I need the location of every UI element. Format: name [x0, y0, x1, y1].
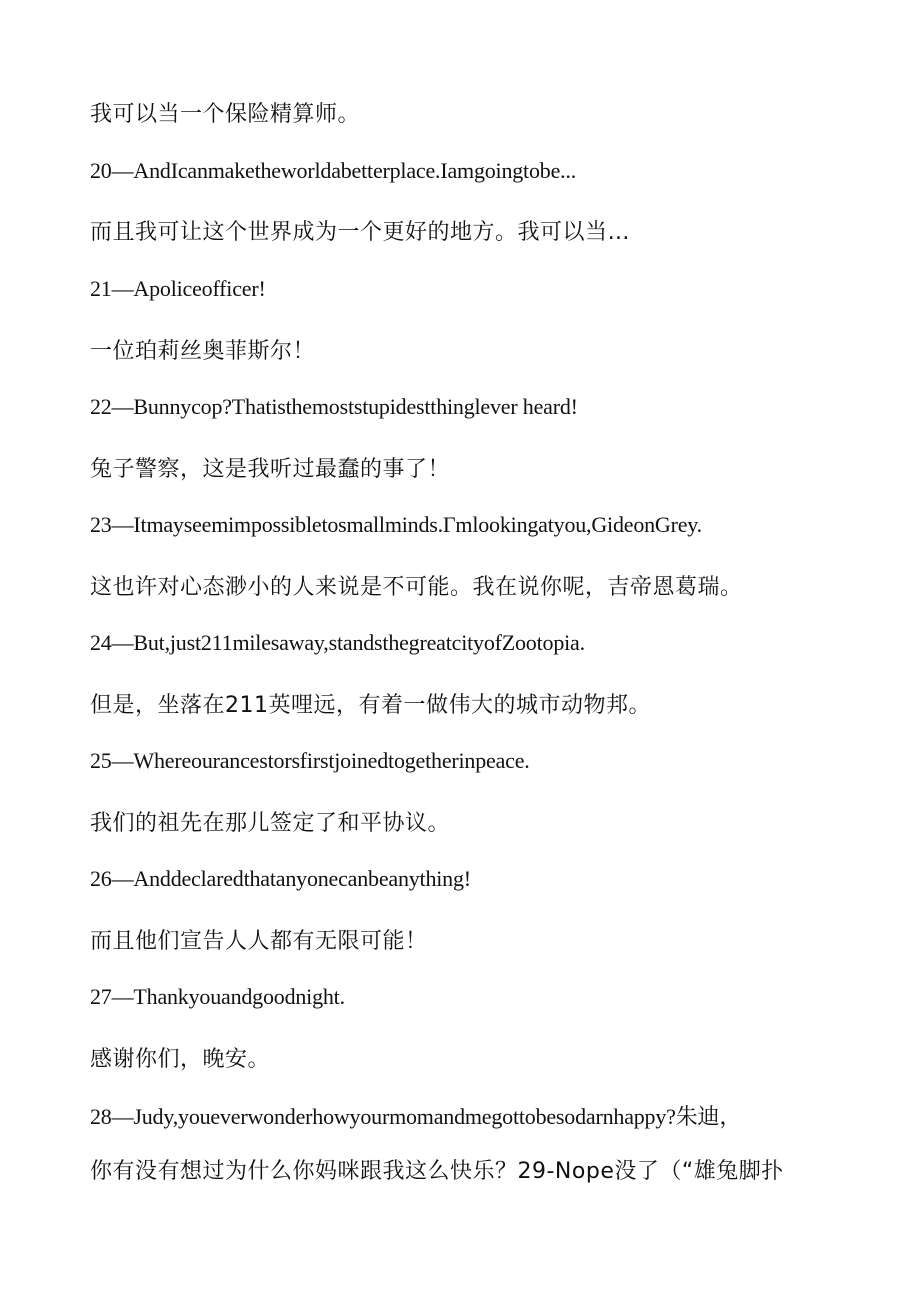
text-line-en: 25—Whereourancestorsfirstjoinedtogetherinpeace.: [90, 748, 530, 773]
text-line-en: 26—Anddeclaredthatanyonecanbeanything!: [90, 866, 471, 891]
text-line-zh: 一位珀莉丝奥菲斯尔！: [90, 339, 316, 364]
text-line-zh: 这也许对心态渺小的人来说是不可能。我在说你呢，吉帝恩葛瑞。: [90, 575, 743, 600]
text-line-zh: 兔子警察，这是我听过最蠢的事了！: [90, 457, 451, 482]
text-line-zh: 但是，坐落在211英哩远，有着一做伟大的城市动物邦。: [90, 693, 651, 718]
text-line-zh: 我可以当一个保险精算师。: [90, 102, 361, 127]
text-line-en: 27—Thankyouandgoodnight.: [90, 984, 345, 1009]
text-line-zh: 你有没有想过为什么你妈咪跟我这么快乐？29-Nope没了（“雄兔脚扑: [90, 1159, 784, 1184]
text-line-zh: 我们的祖先在那儿签定了和平协议。: [90, 811, 451, 836]
text-line-zh: 而且我可让这个世界成为一个更好的地方。我可以当…: [90, 220, 631, 245]
text-line-en: 24—But,just211milesaway,standsthegreatcityofZootopia.: [90, 630, 585, 655]
text-line-zh: 感谢你们，晚安。: [90, 1047, 271, 1072]
text-line-en: 22—Bunnycop?Thatisthemoststupidestthinglever heard!: [90, 394, 578, 419]
text-line-en: 21—Apoliceofficer!: [90, 276, 266, 301]
text-line-en: 28—Judy,youeverwonderhowyourmomandmegottobesodarnhappy?朱迪，: [90, 1104, 742, 1129]
text-line-en: 20—AndIcanmaketheworldabetterplace.Iamgoingtobe...: [90, 158, 577, 183]
text-line-en: 23—Itmayseemimpossibletosmallminds.Γmlookingatyou,GideonGrey.: [90, 512, 702, 537]
text-line-zh: 而且他们宣告人人都有无限可能！: [90, 929, 428, 954]
